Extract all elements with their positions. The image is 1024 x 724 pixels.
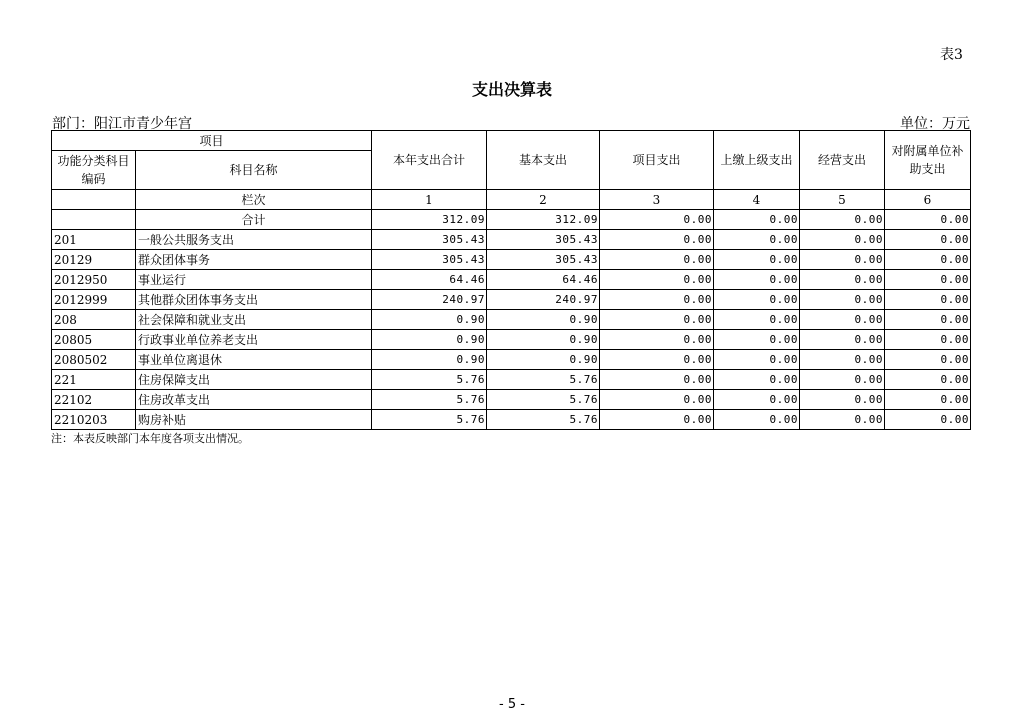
row-name: 购房补贴 bbox=[136, 410, 372, 430]
row-value: 0.90 bbox=[487, 330, 600, 350]
row-name: 社会保障和就业支出 bbox=[136, 310, 372, 330]
row-value: 0.00 bbox=[714, 270, 800, 290]
table-row bbox=[52, 350, 971, 370]
total-row bbox=[52, 210, 971, 230]
table-number: 表3 bbox=[940, 47, 963, 63]
row-name: 住房保障支出 bbox=[136, 370, 372, 390]
column-index-row bbox=[52, 190, 971, 210]
header-row bbox=[52, 131, 971, 151]
table-row bbox=[52, 250, 971, 270]
row-code: 2210203 bbox=[52, 410, 136, 430]
row-value: 5.76 bbox=[487, 390, 600, 410]
row-value: 0.00 bbox=[800, 290, 885, 310]
row-value: 0.90 bbox=[487, 350, 600, 370]
row-value: 5.76 bbox=[372, 410, 487, 430]
row-value: 5.76 bbox=[372, 370, 487, 390]
total-value: 0.00 bbox=[600, 210, 714, 230]
row-value: 0.00 bbox=[714, 290, 800, 310]
header-subsidy: 对附属单位补助支出 bbox=[885, 131, 971, 190]
row-value: 0.00 bbox=[885, 350, 971, 370]
row-value: 0.00 bbox=[600, 330, 714, 350]
row-value: 0.00 bbox=[885, 230, 971, 250]
row-value: 0.90 bbox=[372, 310, 487, 330]
row-value: 0.00 bbox=[800, 330, 885, 350]
row-value: 5.76 bbox=[372, 390, 487, 410]
row-value: 0.00 bbox=[885, 310, 971, 330]
column-number: 3 bbox=[600, 190, 714, 210]
column-number: 1 bbox=[372, 190, 487, 210]
header-project: 项目支出 bbox=[600, 131, 714, 190]
unit-label: 单位：万元 bbox=[900, 116, 970, 132]
row-code: 20805 bbox=[52, 330, 136, 350]
row-value: 0.00 bbox=[600, 310, 714, 330]
row-value: 0.00 bbox=[714, 250, 800, 270]
row-value: 0.00 bbox=[885, 390, 971, 410]
row-value: 0.00 bbox=[800, 230, 885, 250]
row-code: 2080502 bbox=[52, 350, 136, 370]
table-row bbox=[52, 330, 971, 350]
row-value: 0.00 bbox=[714, 370, 800, 390]
row-value: 0.00 bbox=[800, 390, 885, 410]
row-value: 0.00 bbox=[800, 250, 885, 270]
row-code: 208 bbox=[52, 310, 136, 330]
row-value: 305.43 bbox=[487, 250, 600, 270]
table-row bbox=[52, 230, 971, 250]
row-value: 0.00 bbox=[885, 270, 971, 290]
row-value: 0.00 bbox=[800, 350, 885, 370]
header-business: 经营支出 bbox=[800, 131, 885, 190]
row-value: 305.43 bbox=[372, 250, 487, 270]
total-value: 312.09 bbox=[372, 210, 487, 230]
total-label: 合计 bbox=[136, 210, 372, 230]
table-row bbox=[52, 390, 971, 410]
total-code-cell bbox=[52, 210, 136, 230]
row-value: 0.00 bbox=[885, 330, 971, 350]
page-number: - 5 - bbox=[499, 697, 525, 712]
row-value: 0.00 bbox=[800, 410, 885, 430]
row-value: 0.00 bbox=[800, 310, 885, 330]
row-value: 0.00 bbox=[600, 370, 714, 390]
row-code: 22102 bbox=[52, 390, 136, 410]
row-name: 一般公共服务支出 bbox=[136, 230, 372, 250]
row-value: 0.00 bbox=[600, 390, 714, 410]
row-value: 0.00 bbox=[714, 350, 800, 370]
row-value: 0.00 bbox=[600, 290, 714, 310]
row-value: 305.43 bbox=[372, 230, 487, 250]
row-code: 20129 bbox=[52, 250, 136, 270]
column-number: 5 bbox=[800, 190, 885, 210]
row-value: 0.00 bbox=[600, 250, 714, 270]
row-value: 5.76 bbox=[487, 370, 600, 390]
row-value: 64.46 bbox=[487, 270, 600, 290]
table-row bbox=[52, 370, 971, 390]
row-value: 0.90 bbox=[487, 310, 600, 330]
row-code: 221 bbox=[52, 370, 136, 390]
column-number: 4 bbox=[714, 190, 800, 210]
row-value: 0.00 bbox=[885, 290, 971, 310]
column-index-label: 栏次 bbox=[136, 190, 372, 210]
table-row bbox=[52, 310, 971, 330]
column-index-empty bbox=[52, 190, 136, 210]
row-value: 0.00 bbox=[600, 270, 714, 290]
row-value: 0.00 bbox=[714, 230, 800, 250]
page-title: 支出决算表 bbox=[471, 80, 552, 99]
row-value: 0.00 bbox=[800, 270, 885, 290]
row-value: 0.00 bbox=[714, 390, 800, 410]
column-number: 2 bbox=[487, 190, 600, 210]
row-value: 5.76 bbox=[487, 410, 600, 430]
expenditure-table bbox=[51, 130, 971, 430]
row-value: 0.00 bbox=[600, 350, 714, 370]
row-code: 201 bbox=[52, 230, 136, 250]
header-upper: 上缴上级支出 bbox=[714, 131, 800, 190]
row-value: 0.90 bbox=[372, 330, 487, 350]
row-value: 0.00 bbox=[800, 370, 885, 390]
table-row bbox=[52, 290, 971, 310]
row-name: 事业运行 bbox=[136, 270, 372, 290]
row-value: 240.97 bbox=[372, 290, 487, 310]
row-name: 事业单位离退休 bbox=[136, 350, 372, 370]
row-name: 群众团体事务 bbox=[136, 250, 372, 270]
row-value: 64.46 bbox=[372, 270, 487, 290]
table-row bbox=[52, 270, 971, 290]
total-value: 0.00 bbox=[800, 210, 885, 230]
row-value: 0.00 bbox=[885, 410, 971, 430]
total-value: 0.00 bbox=[885, 210, 971, 230]
row-value: 0.00 bbox=[714, 310, 800, 330]
row-value: 305.43 bbox=[487, 230, 600, 250]
header-func-code: 功能分类科目编码 bbox=[52, 151, 136, 190]
total-value: 0.00 bbox=[714, 210, 800, 230]
column-number: 6 bbox=[885, 190, 971, 210]
row-value: 0.00 bbox=[714, 330, 800, 350]
row-code: 2012950 bbox=[52, 270, 136, 290]
total-value: 312.09 bbox=[487, 210, 600, 230]
row-value: 0.00 bbox=[885, 370, 971, 390]
department-label: 部门：阳江市青少年宫 bbox=[52, 116, 192, 132]
header-subject-name: 科目名称 bbox=[136, 151, 372, 190]
row-value: 240.97 bbox=[487, 290, 600, 310]
row-value: 0.00 bbox=[885, 250, 971, 270]
table-row bbox=[52, 410, 971, 430]
row-code: 2012999 bbox=[52, 290, 136, 310]
row-name: 住房改革支出 bbox=[136, 390, 372, 410]
row-value: 0.90 bbox=[372, 350, 487, 370]
row-value: 0.00 bbox=[600, 410, 714, 430]
footnote: 注：本表反映部门本年度各项支出情况。 bbox=[51, 432, 249, 445]
row-name: 行政事业单位养老支出 bbox=[136, 330, 372, 350]
header-item-group: 项目 bbox=[52, 131, 372, 151]
row-value: 0.00 bbox=[714, 410, 800, 430]
header-total: 本年支出合计 bbox=[372, 131, 487, 190]
header-basic: 基本支出 bbox=[487, 131, 600, 190]
row-value: 0.00 bbox=[600, 230, 714, 250]
row-name: 其他群众团体事务支出 bbox=[136, 290, 372, 310]
